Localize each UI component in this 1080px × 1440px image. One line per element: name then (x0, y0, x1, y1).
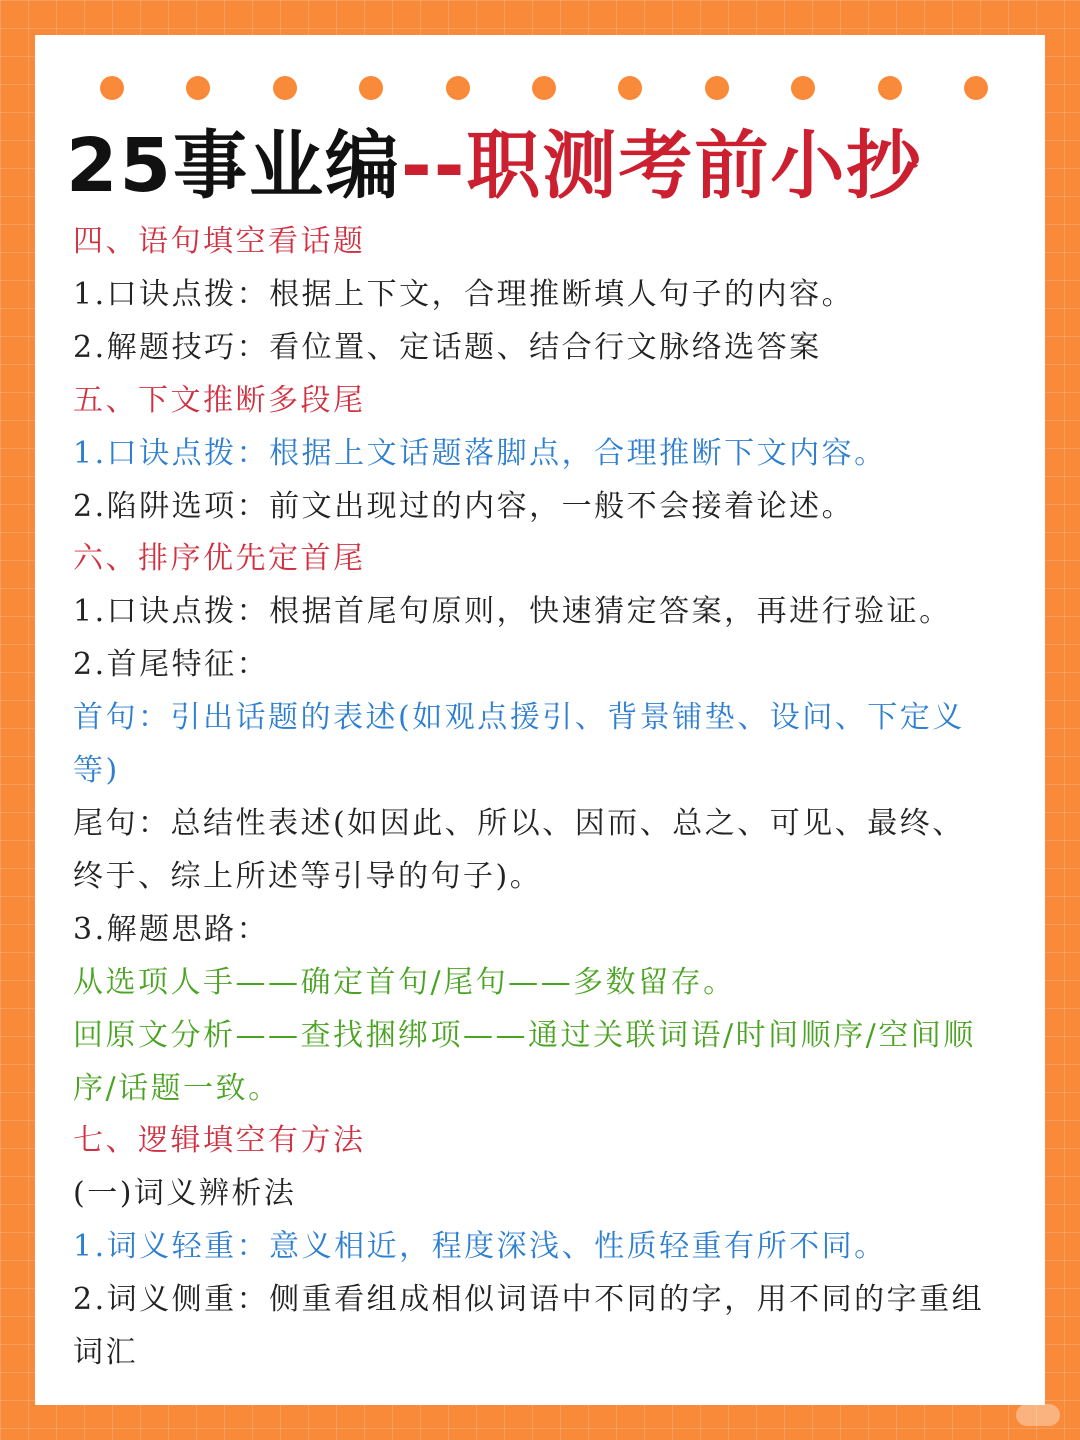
dot-decoration (532, 76, 556, 100)
section-heading: 六、排序优先定首尾 (73, 541, 366, 577)
highlight-line-blue: 首句：引出话题的表述(如观点援引、背景铺垫、设问、下定义 (73, 700, 965, 736)
dot-decoration (964, 76, 988, 100)
dot-decoration (359, 76, 383, 100)
note-line: 2.首尾特征： (73, 647, 270, 683)
dot-decoration (618, 76, 642, 100)
section-heading: 五、下文推断多段尾 (73, 382, 366, 418)
note-line: 3.解题思路： (73, 911, 270, 947)
highlight-line-blue: 1.词义轻重：意义相近，程度深浅、性质轻重有所不同。 (73, 1229, 887, 1265)
note-line: 2.陷阱选项：前文出现过的内容，一般不会接着论述。 (73, 488, 855, 524)
dot-decoration (791, 76, 815, 100)
note-line: 终于、综上所述等引导的句子)。 (73, 858, 543, 894)
note-line: 2.词义侧重：侧重看组成相似词语中不同的字，用不同的字重组 (73, 1282, 985, 1318)
note-line: 词汇 (73, 1335, 138, 1371)
title-red-part: --职测考前小抄 (400, 123, 923, 209)
dot-decoration (273, 76, 297, 100)
title-black-part: 25事业编 (66, 123, 401, 209)
highlight-line-green: 回原文分析——查找捆绑项——通过关联词语/时间顺序/空间顺 (73, 1017, 976, 1053)
decorative-dots (100, 76, 988, 100)
dot-decoration (446, 76, 470, 100)
highlight-line-green: 从选项人手——确定首句/尾句——多数留存。 (73, 964, 736, 1000)
highlight-line-green: 序/话题一致。 (73, 1070, 281, 1106)
section-heading: 四、语句填空看话题 (73, 224, 366, 259)
note-line: 1.口诀点拨：根据首尾句原则，快速猜定答案，再进行验证。 (73, 594, 952, 630)
note-line: 1.口诀点拨：根据上下文，合理推断填人句子的内容。 (73, 276, 855, 312)
dot-decoration (878, 76, 902, 100)
dot-decoration (100, 76, 124, 100)
notes-content (73, 216, 1013, 1380)
watermark (1016, 1404, 1060, 1426)
section-heading: 七、逻辑填空有方法 (73, 1123, 366, 1159)
note-line: (一)词义辨析法 (73, 1176, 297, 1212)
dot-decoration (186, 76, 210, 100)
page-title (66, 118, 1026, 214)
dot-decoration (705, 76, 729, 100)
highlight-line-blue: 等) (73, 753, 120, 789)
note-line: 尾句：总结性表述(如因此、所以、因而、总之、可见、最终、 (73, 805, 965, 841)
highlight-line-blue: 1.口诀点拨：根据上文话题落脚点，合理推断下文内容。 (73, 435, 887, 471)
note-line: 2.解题技巧：看位置、定话题、结合行文脉络选答案 (73, 329, 822, 365)
